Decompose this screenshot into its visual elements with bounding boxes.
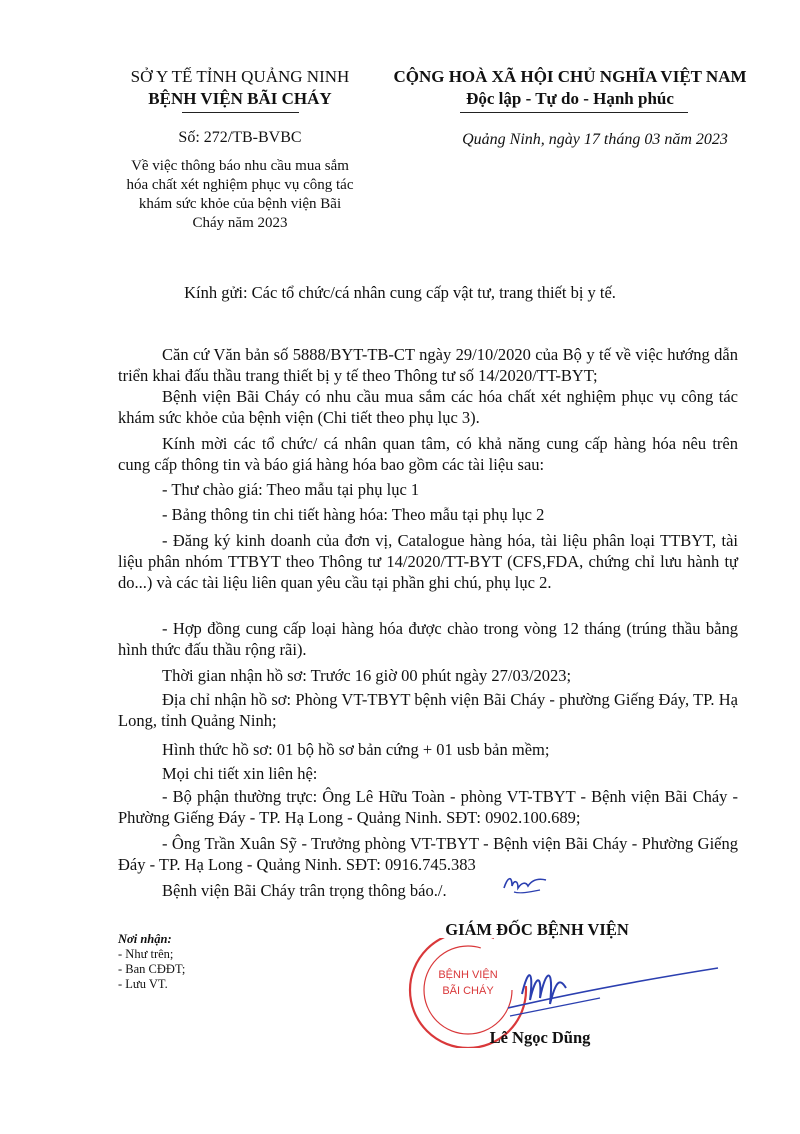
recipient-item: - Lưu VT. bbox=[118, 977, 168, 991]
paragraph-deadline: Thời gian nhận hồ sơ: Trước 16 giờ 00 phút ngày 27/03/2023; bbox=[162, 666, 572, 685]
issuer-underline bbox=[182, 112, 299, 113]
subject-line: hóa chất xét nghiệm phục vụ công tác bbox=[126, 177, 354, 193]
subject-line: khám sức khỏe của bệnh viện Bãi bbox=[138, 196, 342, 212]
national-motto-block bbox=[380, 66, 760, 110]
issuer-department: SỞ Y TẾ TỈNH QUẢNG NINH bbox=[130, 67, 350, 86]
paragraph-address: Địa chỉ nhận hồ sơ: Phòng VT-TBYT bệnh viện Bãi Cháy - phường Giếng Đáy, TP. Hạ Long, tỉnh Quảng Ninh; bbox=[118, 690, 738, 730]
country-name: CỘNG HOÀ XÃ HỘI CHỦ NGHĨA VIỆT NAM bbox=[393, 67, 747, 86]
signer-name: Lê Ngọc Dũng bbox=[489, 1028, 591, 1047]
paragraph-legal-basis: Căn cứ Văn bản số 5888/BYT-TB-CT ngày 29/10/2020 của Bộ y tế về việc hướng dẫn triển khai đấu thầu trang thiết bị y tế theo Thông tư số 14/2020/TT-BYT; bbox=[118, 345, 738, 385]
document-number: Số: 272/TB-BVBC bbox=[178, 129, 302, 146]
list-item-quote-letter: - Thư chào giá: Theo mẫu tại phụ lục 1 bbox=[162, 480, 420, 499]
recipient-item: - Như trên; bbox=[118, 947, 174, 961]
issuer-block bbox=[95, 66, 385, 110]
document-subject bbox=[95, 157, 385, 233]
motto: Độc lập - Tự do - Hạnh phúc bbox=[466, 89, 674, 108]
list-item-goods-info: - Bảng thông tin chi tiết hàng hóa: Theo mẫu tại phụ lục 2 bbox=[162, 505, 545, 524]
contact-item-duty: - Bộ phận thường trực: Ông Lê Hữu Toàn - phòng VT-TBYT - Bệnh viện Bãi Cháy - Phường Giếng Đáy - TP. Hạ Long - Quảng Ninh. SĐT: 0902.100.689; bbox=[118, 787, 738, 827]
signature-title: GIÁM ĐỐC BỆNH VIỆN bbox=[445, 920, 629, 939]
recipients-list bbox=[118, 932, 185, 992]
stamp-text-line: BÃI CHÁY bbox=[442, 985, 494, 997]
paragraph-format: Hình thức hồ sơ: 01 bộ hồ sơ bản cứng + 01 usb bản mềm; bbox=[162, 740, 550, 759]
paragraph-need: Bệnh viện Bãi Cháy có nhu cầu mua sắm các hóa chất xét nghiệm phục vụ công tác khám sức khỏe của bệnh viện (Chi tiết theo phụ lục 3). bbox=[118, 387, 738, 427]
recipient-line: Kính gửi: Các tổ chức/cá nhân cung cấp vật tư, trang thiết bị y tế. bbox=[184, 283, 616, 302]
subject-line: Về việc thông báo nhu cầu mua sắm bbox=[131, 158, 349, 174]
stamp-text-line: BỆNH VIỆN bbox=[438, 969, 498, 981]
list-item-documents: - Đăng ký kinh doanh của đơn vị, Catalogue hàng hóa, tài liệu phân loại TTBYT, tài liệu phân nhóm TTBYT theo Thông tư 14/2020/TT-BYT (CFS,FDA, chứng chỉ lưu hành tự do...) và các tài liệu liên quan yêu cầu tại phần ghi chú, phụ lục 2. bbox=[118, 531, 738, 592]
document-date: Quảng Ninh, ngày 17 tháng 03 năm 2023 bbox=[462, 131, 728, 148]
subject-line: Cháy năm 2023 bbox=[192, 215, 288, 231]
motto-underline bbox=[460, 112, 688, 113]
paragraph-invitation: Kính mời các tổ chức/ cá nhân quan tâm, có khả năng cung cấp hàng hóa nêu trên cung cấp thông tin và báo giá hàng hóa bao gồm các tài liệu sau: bbox=[118, 434, 738, 474]
list-item-contract: - Hợp đồng cung cấp loại hàng hóa được chào trong vòng 12 tháng (trúng thầu bằng hình thức đấu thầu rộng rãi). bbox=[118, 619, 738, 659]
recipient-item: - Ban CĐĐT; bbox=[118, 962, 186, 976]
paragraph-closing: Bệnh viện Bãi Cháy trân trọng thông báo./. bbox=[162, 881, 447, 900]
paragraph-contact-intro: Mọi chi tiết xin liên hệ: bbox=[162, 764, 318, 783]
contact-item-head: - Ông Trần Xuân Sỹ - Trưởng phòng VT-TBYT - Bệnh viện Bãi Cháy - Phường Giếng Đáy - TP. Hạ Long - Quảng Ninh. SĐT: 0916.745.383 bbox=[118, 834, 738, 874]
initial-signature-icon bbox=[500, 870, 550, 900]
issuer-hospital: BỆNH VIỆN BÃI CHÁY bbox=[148, 89, 332, 108]
recipients-title: Nơi nhận: bbox=[118, 932, 172, 946]
